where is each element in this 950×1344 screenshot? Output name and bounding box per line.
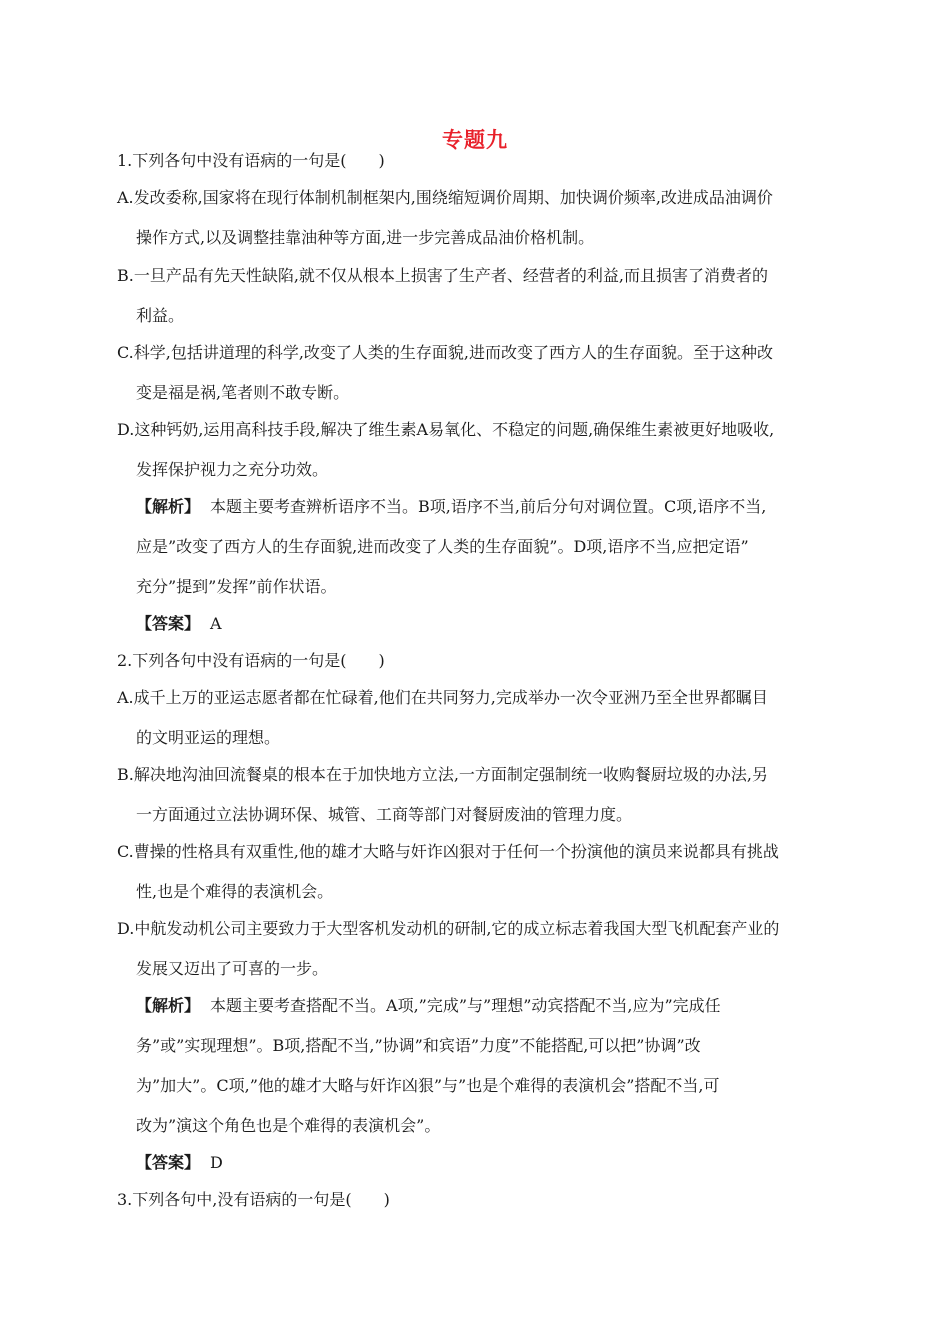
question-3-stem: 3.下列各句中,没有语病的一句是( ): [117, 1190, 390, 1209]
q2-option-c-line2: 性,也是个难得的表演机会。: [136, 882, 334, 901]
q2-option-c-line1: C.曹操的性格具有双重性,他的雄才大略与奸诈凶狠对于任何一个扮演他的演员来说都具有挑战: [117, 842, 779, 861]
q2-option-b-line1: B.解决地沟油回流餐桌的根本在于加快地方立法,一方面制定强制统一收购餐厨垃圾的办法,另: [117, 765, 769, 784]
q2-option-d-line2: 发展又迈出了可喜的一步。: [136, 959, 329, 978]
q1-option-b-line2: 利益。: [136, 306, 185, 325]
q1-analysis-text: 本题主要考查辨析语序不当。B项,语序不当,前后分句对调位置。C项,语序不当,: [210, 497, 767, 516]
q1-answer: [136, 613, 222, 635]
q1-option-a-line1: A.发改委称,国家将在现行体制机制框架内,围绕缩短调价周期、加快调价频率,改进成品油调价: [117, 188, 773, 207]
q2-answer-tag: 【答案】: [136, 1153, 201, 1172]
q1-analysis-line2: 应是”改变了西方人的生存面貌,进而改变了人类的生存面貌”。D项,语序不当,应把定语”: [136, 537, 749, 556]
page-title: 专题九: [442, 128, 508, 152]
q2-option-a-line2: 的文明亚运的理想。: [136, 728, 281, 747]
q2-analysis-line3: 为”加大”。C项,”他的雄才大略与奸诈凶狠”与”也是个难得的表演机会”搭配不当,可: [136, 1076, 720, 1095]
q1-analysis-line3: 充分”提到”发挥”前作状语。: [136, 577, 337, 596]
q1-analysis-tag: 【解析】: [136, 497, 201, 516]
question-1-stem: 1.下列各句中没有语病的一句是( ): [117, 151, 385, 170]
question-2-stem: 2.下列各句中没有语病的一句是( ): [117, 651, 385, 670]
q1-answer-value: A: [210, 614, 222, 633]
q2-analysis-line4: 改为”演这个角色也是个难得的表演机会”。: [136, 1116, 441, 1135]
q1-option-b-line1: B.一旦产品有先天性缺陷,就不仅从根本上损害了生产者、经营者的利益,而且损害了消费者的: [117, 266, 769, 285]
q1-answer-tag: 【答案】: [136, 614, 201, 633]
q2-analysis-text: 本题主要考查搭配不当。A项,”完成”与”理想”动宾搭配不当,应为”完成任: [210, 996, 721, 1015]
q2-analysis-tag: 【解析】: [136, 996, 201, 1015]
q2-option-b-line2: 一方面通过立法协调环保、城管、工商等部门对餐厨废油的管理力度。: [136, 805, 633, 824]
q1-option-c-line2: 变是福是祸,笔者则不敢专断。: [136, 383, 350, 402]
q2-option-d-line1: D.中航发动机公司主要致力于大型客机发动机的研制,它的成立标志着我国大型飞机配套产业的: [117, 919, 780, 938]
q2-option-a-line1: A.成千上万的亚运志愿者都在忙碌着,他们在共同努力,完成举办一次令亚洲乃至全世界都瞩目: [117, 688, 768, 707]
q2-answer: [136, 1152, 223, 1174]
q2-analysis-line2: 务”或”实现理想”。B项,搭配不当,”协调”和宾语”力度”不能搭配,可以把”协调”改: [136, 1036, 701, 1055]
q1-option-d-line2: 发挥保护视力之充分功效。: [136, 460, 329, 479]
q1-analysis-line1: [136, 496, 766, 518]
q2-answer-value: D: [210, 1153, 223, 1172]
q2-analysis-line1: [136, 995, 721, 1017]
q1-option-a-line2: 操作方式,以及调整挂靠油种等方面,进一步完善成品油价格机制。: [136, 228, 595, 247]
q1-option-c-line1: C.科学,包括讲道理的科学,改变了人类的生存面貌,进而改变了西方人的生存面貌。至于这种改: [117, 343, 774, 362]
q1-option-d-line1: D.这种钙奶,运用高科技手段,解决了维生素A易氧化、不稳定的问题,确保维生素被更好地吸收,: [117, 420, 775, 439]
